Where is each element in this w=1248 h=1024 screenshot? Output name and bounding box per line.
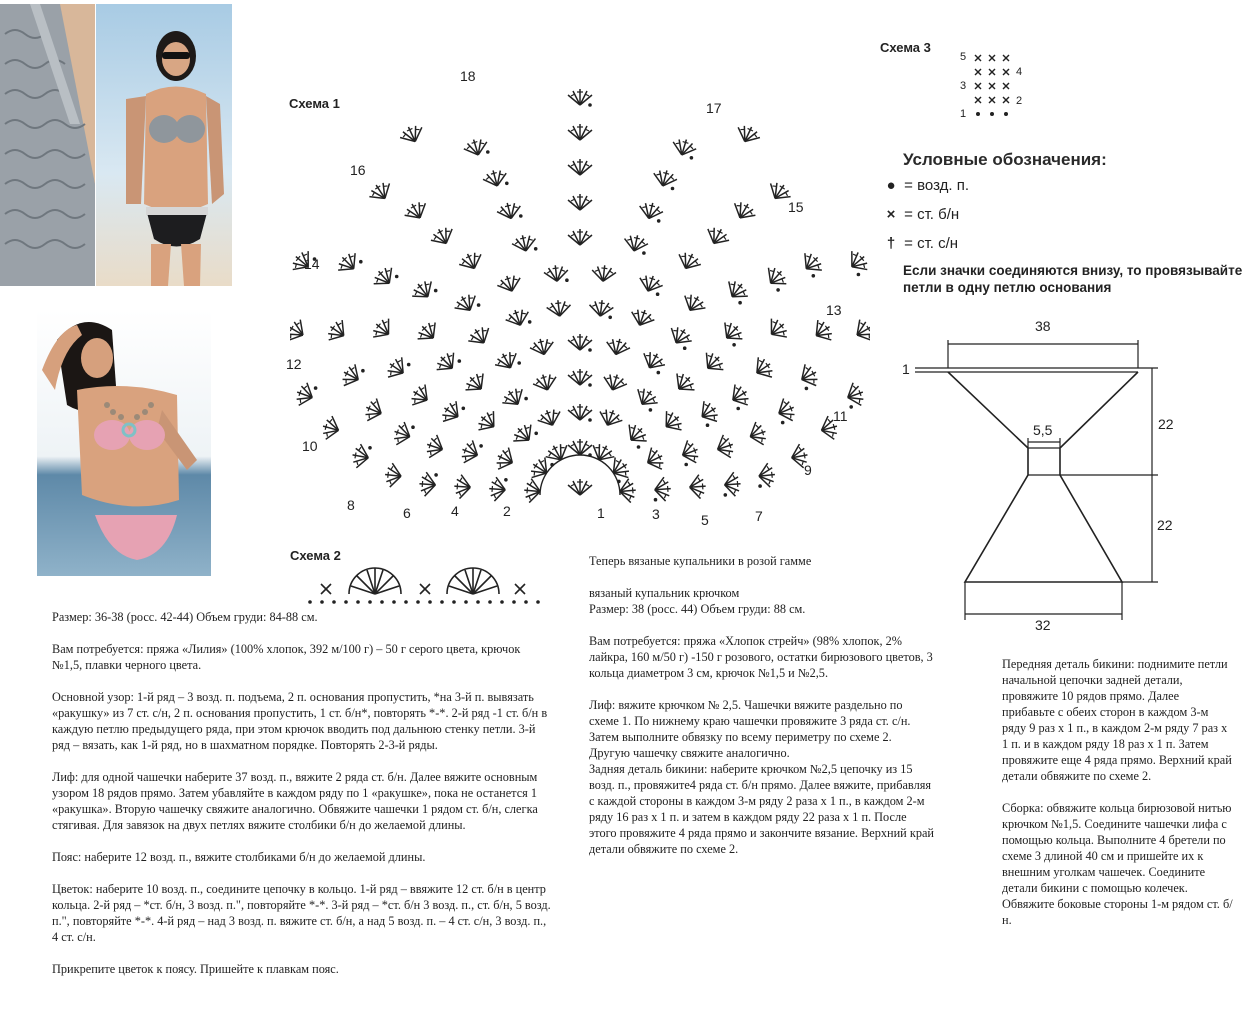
shell-motif — [531, 371, 559, 393]
shell-motif — [654, 477, 672, 502]
shell-motif — [675, 249, 704, 274]
chain-dot — [479, 444, 483, 448]
shell-motif — [474, 407, 501, 436]
scheme1-row-8: 8 — [347, 497, 355, 513]
chain-dot — [781, 421, 785, 425]
middle-bodice: Лиф: вяжите крючком № 2,5. Чашечки вяжите раздельно по схеме 1. По нижнему краю чашечки провяжите 3 ряда ст. с/н. Затем выполните обвязку по всему периметру по схеме 2. Другую чашечку свяжите аналогично. — [589, 698, 911, 760]
chain-dot — [724, 493, 728, 497]
right-front: Передняя деталь бикини: поднимите петли начальной цепочки задней детали, провяжите 10 рядов прямо. Далее прибавьте с обеих сторон в каждом 3-м ряду 9 раз х 1 п., в каждом 2-м ряду 7 раз х 1 п. и в каждом ряду 18 раз х 1 п. Затем провяжите еще 4 ряда прямо. Верхний край детали обвяжите по схеме 2. — [1002, 657, 1232, 783]
shell-motif — [680, 290, 709, 316]
chain-dot — [505, 182, 509, 186]
chain-dot — [857, 273, 861, 277]
shell-motif — [338, 362, 363, 391]
shell-motif — [651, 167, 678, 189]
shell-motif — [810, 317, 837, 346]
shell-motif — [632, 384, 661, 411]
shell-motif — [796, 362, 821, 391]
shell-motif — [402, 198, 431, 224]
shell-motif — [670, 369, 698, 397]
chain-dot — [434, 473, 438, 477]
middle-materials: Вам потребуется: пряжа «Хлопок стрейч» (98% хлопок, 2% лайкра, 160 м/50 г) -150 г розового, остатки бирюзового цветов, 3 кольца диаметром 3 см, крючок №1,5 и №2,5. — [589, 634, 933, 680]
shell-motif — [509, 420, 537, 448]
shell-motif — [696, 398, 722, 427]
scheme1-row-2: 2 — [503, 503, 511, 519]
scheme1-row-10: 10 — [302, 438, 318, 454]
shell-motif — [384, 463, 402, 489]
scheme1-row-17: 17 — [706, 100, 722, 116]
dim-upper-height: 22 — [1158, 416, 1174, 432]
chain-dot — [588, 418, 592, 422]
chain-dot — [812, 274, 816, 278]
shell-motif — [746, 420, 769, 448]
shell-motif — [762, 263, 791, 291]
chain-dot — [732, 343, 736, 347]
shell-motif — [718, 318, 746, 346]
shell-motif — [546, 299, 572, 318]
chain-dot — [690, 156, 694, 160]
scheme1-row-16: 16 — [350, 162, 366, 178]
legend-note: Если значки соединяются внизу, то провязывайте петли в одну петлю основания — [903, 263, 1243, 295]
legend-chain-label: = возд. п. — [904, 177, 969, 194]
legend-sc — [882, 206, 959, 223]
scheme1-row-13: 13 — [826, 302, 842, 318]
shell-motif — [493, 445, 518, 474]
chain-dot — [588, 103, 592, 107]
shell-motif — [454, 474, 472, 499]
chain-dot — [565, 278, 569, 282]
chain-dot — [462, 407, 466, 411]
left-belt: Пояс: наберите 12 возд. п., вяжите столбиками б/н до желаемой длины. — [52, 850, 426, 864]
shell-motif — [511, 233, 538, 254]
shell-motif — [407, 381, 433, 410]
dc-symbol-icon: † — [886, 235, 896, 252]
legend-title: Условные обозначения: — [903, 150, 1107, 169]
shell-motif — [523, 478, 541, 503]
scheme1-row-6: 6 — [403, 505, 411, 521]
scheme1-row-18: 18 — [460, 68, 476, 84]
shell-motif — [568, 124, 592, 140]
legend-dc-label: = ст. с/н — [904, 235, 959, 252]
chain-dot — [684, 463, 688, 467]
shell-motif — [619, 478, 637, 503]
chain-dot — [805, 387, 809, 391]
shell-motif — [568, 89, 592, 105]
chain-dot — [657, 371, 661, 375]
scheme1-row-7: 7 — [755, 508, 763, 524]
chain-dot — [314, 386, 318, 390]
dim-middle: 5,5 — [1033, 422, 1053, 438]
dim-top: 38 — [1035, 318, 1051, 334]
shell-motif — [591, 264, 617, 282]
shell-motif — [568, 194, 592, 210]
sc-symbol-icon: × — [886, 206, 896, 223]
chain-dot — [683, 346, 687, 350]
shell-motif — [350, 443, 370, 469]
middle-back: Задняя деталь бикини: наберите крючком №2,5 цепочку из 15 возд. п., провяжите4 ряда ст. б/н прямо. Далее вяжите, прибавляя с каждой стороны в каждом 3-м ряду 2 раза х 1 п., в каждом 2-м ряду 16 раз х 1 п. и затем в каждом ряду 22 раза х 1 п. После этого провяжите 4 ряда прямо и закончите вязание. Верхний край детали обвяжите по схеме 2. — [589, 762, 935, 856]
shell-motif — [495, 272, 523, 295]
chain-dot — [519, 214, 523, 218]
shell-motif — [438, 398, 464, 427]
chain-dot — [608, 316, 612, 320]
chain-dot — [642, 251, 646, 255]
shell-motif — [844, 247, 870, 276]
shell-motif — [601, 371, 629, 393]
shell-motif — [290, 317, 309, 346]
scheme1-row-12: 12 — [286, 356, 302, 372]
scheme3-title: Схема 3 — [880, 40, 931, 55]
scheme3-row-4: 4 — [1016, 66, 1023, 78]
scheme3-row-2: 2 — [1016, 95, 1023, 107]
shell-motif — [734, 122, 763, 147]
right-assembly: Сборка: обвяжите кольца бирюзовой нитью крючком №1,5. Соедините чашечки лифа с помощью кольца. Выполните 4 бретели по схеме 3 длиной 40 см и пришейте их к внешним уголкам чашечек. Соедините детали бикини с помощью колечек. Обвяжите боковые стороны 1-м рядом ст. б/н. — [1002, 801, 1233, 927]
legend-chain — [882, 177, 969, 194]
photo-gray-top-closeup — [0, 4, 95, 286]
shell-motif — [462, 136, 490, 158]
shell-motif — [419, 472, 437, 497]
scheme1-row-11: 11 — [833, 408, 848, 424]
scheme1-diagram — [290, 40, 870, 530]
shell-motif — [320, 415, 342, 442]
shell-motif — [391, 420, 414, 448]
chain-dot — [588, 383, 592, 387]
shell-motif — [764, 315, 792, 344]
middle-heading: Теперь вязаные купальники в розой гамме — [589, 554, 812, 568]
chain-dot — [477, 303, 481, 307]
shell-motif — [568, 439, 592, 455]
chain-dot — [361, 369, 365, 373]
shell-motif — [499, 384, 528, 411]
chain-dot — [706, 423, 710, 427]
shell-motif — [622, 233, 649, 254]
shell-motif — [370, 263, 399, 291]
shell-motif — [568, 334, 592, 350]
chain-dot — [657, 219, 661, 223]
chain-dot — [407, 363, 411, 367]
chain-dot — [588, 348, 592, 352]
chain-dot — [528, 320, 532, 324]
shell-motif — [622, 420, 650, 448]
shell-motif — [488, 477, 506, 502]
photo-pink-bikini-model — [37, 310, 211, 576]
shell-motif — [689, 474, 707, 499]
scheme3-row-5: 5 — [960, 51, 967, 63]
shell-motif — [366, 178, 395, 205]
chain-dot — [504, 478, 508, 482]
chain-dot — [458, 359, 462, 363]
scheme3-row-3: 3 — [960, 80, 967, 92]
shell-motif — [398, 122, 427, 147]
shell-motif — [457, 249, 486, 274]
scheme1-row-9: 9 — [804, 462, 812, 478]
shell-motif — [637, 272, 665, 295]
chain-dot — [486, 150, 490, 154]
chain-dot — [524, 397, 528, 401]
shell-motif — [596, 406, 624, 430]
scheme1-row-4: 4 — [451, 503, 459, 519]
photo-gray-bikini-model — [96, 4, 232, 286]
shell-motif — [758, 463, 776, 489]
chain-dot — [411, 425, 415, 429]
scheme1-row-3: 3 — [652, 506, 660, 522]
dim-lower-height: 22 — [1157, 517, 1173, 533]
shell-motif — [628, 306, 656, 329]
chain-dot — [758, 484, 762, 488]
shell-motif — [659, 407, 686, 436]
shell-motif — [568, 479, 592, 495]
shell-motif — [678, 438, 702, 466]
shell-motif — [451, 290, 480, 316]
shell-motif — [465, 323, 494, 349]
shell-motif — [334, 249, 362, 277]
scheme3-row-1: 1 — [960, 108, 967, 120]
shell-motif — [414, 318, 442, 346]
chain-dot — [849, 405, 853, 409]
chain-dot — [368, 446, 372, 450]
shell-motif — [461, 369, 489, 397]
chain-dot — [359, 260, 363, 264]
middle-size: Размер: 38 (росс. 44) Объем груди: 88 см. — [589, 602, 806, 616]
shell-motif — [529, 336, 556, 357]
left-attach: Прикрепите цветок к поясу. Пришейте к плавкам пояс. — [52, 962, 339, 976]
scheme1-title: Схема 1 — [289, 96, 340, 111]
shell-motif — [362, 396, 386, 424]
shell-motif — [496, 200, 523, 221]
scheme3-diagram — [970, 50, 1016, 122]
left-flower: Цветок: наберите 10 возд. п., соедините цепочку в кольцо. 1-й ряд – ввяжите 12 ст. б/н в центр кольца. 2-й ряд – *ст. б/н, 3 возд. п.", повторяйте *-*. 3-й ряд – *ст. б/н 3 возд. п., ст. б/н, 5 возд. п.", повторяйте *-*. 4-й ряд – над 3 возд. п. вяжите ст. б/н, а над 5 возд. п. – 4 ст. с/н, 3 возд. п., 4 ст. с/н. — [52, 882, 551, 944]
dim-side: 1 — [902, 361, 910, 377]
scheme1-row-5: 5 — [701, 512, 709, 528]
shell-motif — [481, 167, 508, 189]
shell-motif — [604, 336, 631, 357]
bikini-pattern-diagram — [900, 330, 1200, 630]
shell-motif — [588, 299, 614, 318]
chain-dot — [649, 408, 653, 412]
shell-motif — [643, 445, 668, 474]
shell-motif — [750, 354, 777, 383]
shell-motif — [383, 354, 410, 383]
shell-motif — [666, 323, 695, 349]
chain-symbol-icon: ● — [886, 177, 896, 194]
shell-motif — [432, 348, 460, 376]
shell-motif — [324, 317, 351, 346]
chain-dot — [736, 407, 740, 411]
shell-motif — [637, 200, 664, 221]
shell-motif — [798, 249, 826, 277]
right-text-column — [1002, 656, 1234, 928]
shell-motif — [699, 348, 727, 376]
shell-motif — [423, 433, 446, 461]
middle-subtitle: вязаный купальник крючком — [589, 586, 740, 600]
shell-motif — [727, 381, 753, 410]
dim-bottom: 32 — [1035, 617, 1051, 633]
shell-motif — [492, 348, 521, 374]
shell-motif — [851, 317, 870, 346]
chain-dot — [654, 498, 658, 502]
shell-motif — [774, 396, 798, 424]
chain-dot — [738, 301, 742, 305]
chain-dot — [517, 361, 521, 365]
left-materials: Вам потребуется: пряжа «Лилия» (100% хлопок, 392 м/100 г) – 50 г серого цвета, крючок №1,5, плавки черного цвета. — [52, 642, 521, 672]
chain-dot — [395, 275, 399, 279]
shell-motif — [670, 136, 698, 158]
shell-motif — [504, 306, 532, 329]
left-pattern: Основной узор: 1-й ряд – 3 возд. п. подъема, 2 п. основания пропустить, *на 3-й п. вывязать «ракушку» из 7 ст. с/н, 2 п. основания пропустить, 1 ст. б/н*, повторять *-*. 2-й ряд -1 ст. б/н в каждую петлю предыдущего ряда, при этом крючок вводить под дальнюю стенку петли. 3-й ряд – вязать, как 1-й ряд, но в шахматном порядке. Повторять 2-3-й ряды. — [52, 690, 548, 752]
shell-motif — [369, 315, 397, 344]
chain-dot — [534, 432, 538, 436]
legend-dc — [882, 235, 958, 252]
shell-motif — [724, 472, 742, 497]
shell-motif — [714, 433, 737, 461]
shell-motif — [568, 369, 592, 385]
chain-dot — [534, 247, 538, 251]
shell-motif — [639, 348, 668, 374]
shell-motif — [568, 404, 592, 420]
shell-motif — [730, 198, 759, 224]
shell-motif — [543, 264, 569, 282]
shell-motif — [409, 277, 438, 304]
shell-motif — [844, 381, 867, 409]
scheme2-title: Схема 2 — [290, 548, 341, 563]
shell-motif — [723, 277, 752, 304]
shell-motif — [428, 224, 457, 249]
shell-motif — [535, 406, 563, 430]
legend-sc-label: = ст. б/н — [904, 206, 960, 223]
chain-dot — [637, 445, 641, 449]
scheme1-row-14: 14 — [304, 256, 320, 272]
shell-motif — [568, 229, 592, 245]
chain-dot — [671, 187, 675, 191]
left-text-column — [52, 609, 552, 977]
chain-dot — [776, 288, 780, 292]
shell-motif — [458, 438, 482, 466]
shell-motif — [293, 381, 316, 409]
scheme1-row-15: 15 — [788, 199, 804, 215]
left-size: Размер: 36-38 (росс. 42-44) Объем груди: 84-88 см. — [52, 610, 318, 624]
shell-motif — [703, 224, 732, 249]
chain-dot — [656, 292, 660, 296]
left-bodice: Лиф: для одной чашечки наберите 37 возд. п., вяжите 2 ряда ст. б/н. Далее вяжите основным узором 18 рядов прямо. Затем убавляйте в каждом ряду по 1 «ракушке», пока не останется 1 «ракушка». Вторую чашечку свяжите аналогично. Обвяжите чашечки 1 рядом ст. б/н, слегка стягивая. Для завязок на двух петлях вяжите столбики б/н до желаемой длины. — [52, 770, 538, 832]
shell-motif — [568, 159, 592, 175]
chain-dot — [434, 289, 438, 293]
middle-text-column — [589, 553, 934, 857]
scheme1-row-1: 1 — [597, 505, 605, 521]
scheme2-diagram — [305, 562, 555, 608]
